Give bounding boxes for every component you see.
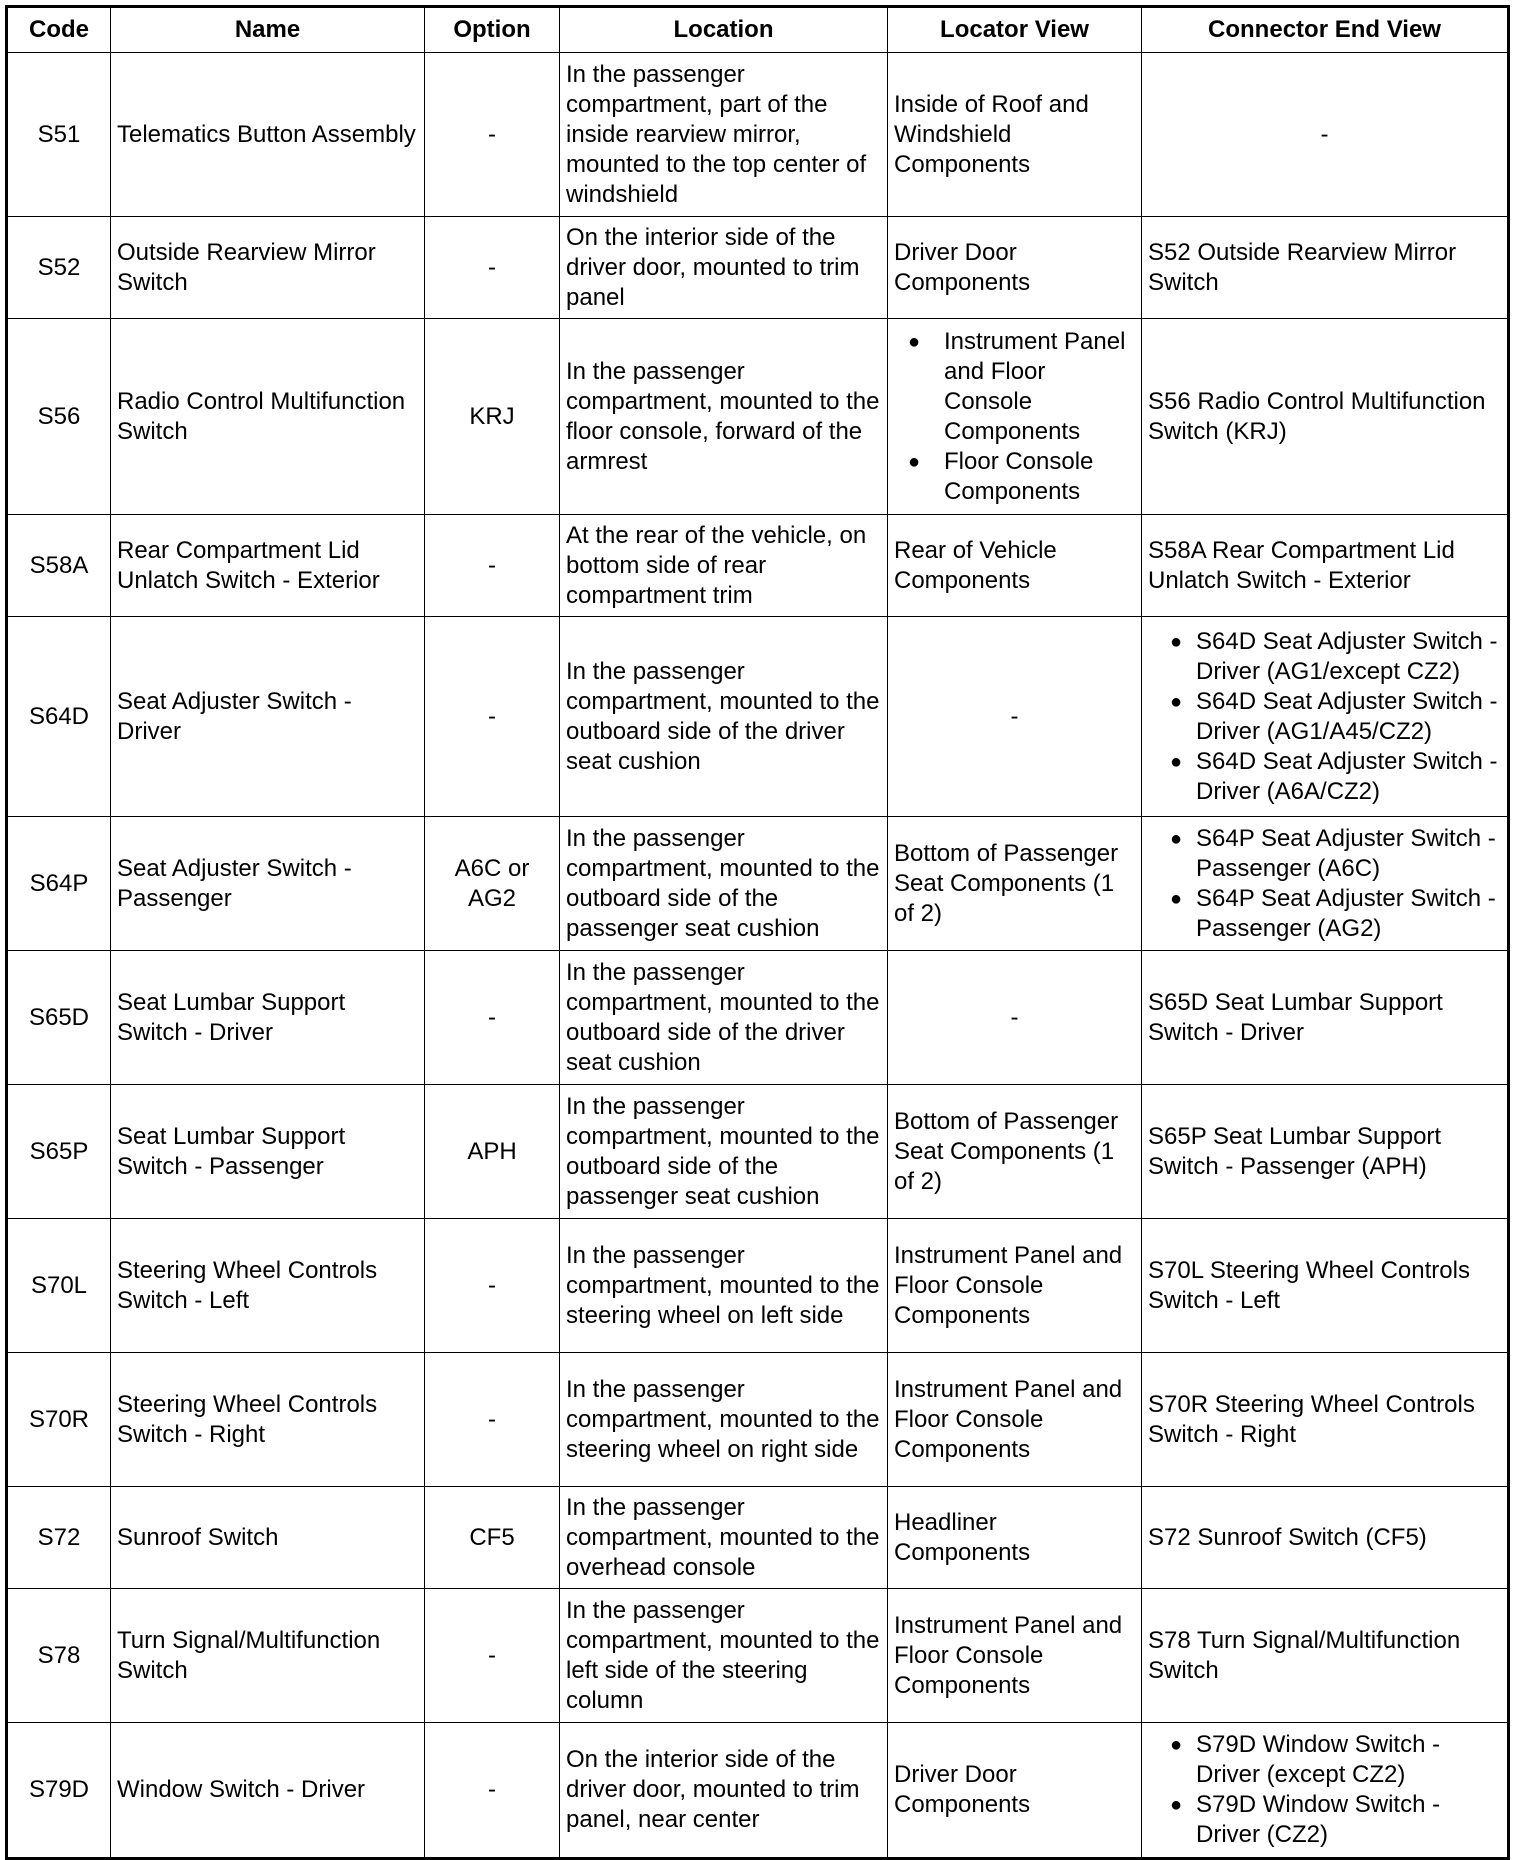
table-row xyxy=(7,1589,1509,1723)
header-location: Location xyxy=(560,7,888,53)
code-cell: S70R xyxy=(7,1353,111,1487)
location-cell: On the interior side of the driver door, mounted to trim panel xyxy=(560,217,888,319)
code-cell: S72 xyxy=(7,1487,111,1589)
code-cell: S58A xyxy=(7,515,111,617)
locator-cell: Headliner Components xyxy=(888,1487,1142,1589)
locator-cell: Driver Door Components xyxy=(888,1723,1142,1859)
header-locator-view: Locator View xyxy=(888,7,1142,53)
name-cell: Steering Wheel Controls Switch - Right xyxy=(111,1353,425,1487)
locator-cell: - xyxy=(888,951,1142,1085)
table-row xyxy=(7,515,1509,617)
option-cell: - xyxy=(425,217,560,319)
code-cell: S65P xyxy=(7,1085,111,1219)
location-cell: In the passenger compartment, mounted to the steering wheel on left side xyxy=(560,1219,888,1353)
code-cell: S56 xyxy=(7,319,111,515)
table-row xyxy=(7,1353,1509,1487)
list-item: ● Instrument Panel and Floor Console Components xyxy=(894,327,1135,447)
list-item: ● S64P Seat Adjuster Switch - Passenger (AG2) xyxy=(1148,884,1501,944)
header-option: Option xyxy=(425,7,560,53)
option-cell: - xyxy=(425,53,560,217)
header-name: Name xyxy=(111,7,425,53)
code-cell: S78 xyxy=(7,1589,111,1723)
option-cell: - xyxy=(425,1219,560,1353)
location-cell: In the passenger compartment, mounted to the overhead console xyxy=(560,1487,888,1589)
table-row xyxy=(7,1723,1509,1859)
code-cell: S70L xyxy=(7,1219,111,1353)
location-cell: In the passenger compartment, mounted to the outboard side of the driver seat cushion xyxy=(560,617,888,817)
option-cell: - xyxy=(425,1353,560,1487)
connector-list xyxy=(1148,627,1501,807)
connector-cell: S78 Turn Signal/Multifunction Switch xyxy=(1142,1589,1509,1723)
name-cell: Seat Adjuster Switch - Driver xyxy=(111,617,425,817)
locator-cell xyxy=(888,319,1142,515)
location-cell: In the passenger compartment, mounted to the steering wheel on right side xyxy=(560,1353,888,1487)
list-item: ● S64D Seat Adjuster Switch - Driver (A6A/CZ2) xyxy=(1148,747,1501,807)
locator-list xyxy=(894,327,1135,507)
header-connector-end-view: Connector End View xyxy=(1142,7,1509,53)
list-item: ● S64P Seat Adjuster Switch - Passenger (A6C) xyxy=(1148,824,1501,884)
table-row xyxy=(7,217,1509,319)
table-row xyxy=(7,1085,1509,1219)
table-row xyxy=(7,1219,1509,1353)
connector-cell: S65P Seat Lumbar Support Switch - Passenger (APH) xyxy=(1142,1085,1509,1219)
connector-list xyxy=(1148,824,1501,944)
code-cell: S52 xyxy=(7,217,111,319)
header-row xyxy=(7,7,1509,53)
table-row xyxy=(7,53,1509,217)
connector-cell: S70R Steering Wheel Controls Switch - Right xyxy=(1142,1353,1509,1487)
list-item: ● S79D Window Switch - Driver (except CZ2) xyxy=(1148,1730,1501,1790)
connector-cell xyxy=(1142,817,1509,951)
locator-cell: Instrument Panel and Floor Console Components xyxy=(888,1353,1142,1487)
name-cell: Seat Lumbar Support Switch - Driver xyxy=(111,951,425,1085)
option-cell: CF5 xyxy=(425,1487,560,1589)
code-cell: S64P xyxy=(7,817,111,951)
locator-cell: Instrument Panel and Floor Console Components xyxy=(888,1589,1142,1723)
option-cell: - xyxy=(425,951,560,1085)
location-cell: In the passenger compartment, mounted to the floor console, forward of the armrest xyxy=(560,319,888,515)
table-row xyxy=(7,951,1509,1085)
option-cell: - xyxy=(425,1723,560,1859)
connector-cell: - xyxy=(1142,53,1509,217)
connector-list xyxy=(1148,1730,1501,1850)
location-cell: On the interior side of the driver door, mounted to trim panel, near center xyxy=(560,1723,888,1859)
connector-cell: S72 Sunroof Switch (CF5) xyxy=(1142,1487,1509,1589)
list-item: ● Floor Console Components xyxy=(894,447,1135,507)
locator-cell: Bottom of Passenger Seat Components (1 of 2) xyxy=(888,1085,1142,1219)
location-cell: In the passenger compartment, mounted to the outboard side of the passenger seat cushion xyxy=(560,817,888,951)
list-item: ● S64D Seat Adjuster Switch - Driver (AG1/except CZ2) xyxy=(1148,627,1501,687)
table-row xyxy=(7,817,1509,951)
locator-cell: Bottom of Passenger Seat Components (1 of 2) xyxy=(888,817,1142,951)
code-cell: S64D xyxy=(7,617,111,817)
locator-cell: - xyxy=(888,617,1142,817)
option-cell: - xyxy=(425,515,560,617)
name-cell: Sunroof Switch xyxy=(111,1487,425,1589)
option-cell: - xyxy=(425,617,560,817)
name-cell: Rear Compartment Lid Unlatch Switch - Exterior xyxy=(111,515,425,617)
header-code: Code xyxy=(7,7,111,53)
component-locator-table xyxy=(5,5,1510,1860)
connector-cell xyxy=(1142,1723,1509,1859)
connector-cell: S52 Outside Rearview Mirror Switch xyxy=(1142,217,1509,319)
option-cell: A6C or AG2 xyxy=(425,817,560,951)
name-cell: Steering Wheel Controls Switch - Left xyxy=(111,1219,425,1353)
locator-cell: Instrument Panel and Floor Console Components xyxy=(888,1219,1142,1353)
location-cell: In the passenger compartment, mounted to the outboard side of the passenger seat cushion xyxy=(560,1085,888,1219)
list-item: ● S79D Window Switch - Driver (CZ2) xyxy=(1148,1790,1501,1850)
location-cell: In the passenger compartment, part of the inside rearview mirror, mounted to the top center of windshield xyxy=(560,53,888,217)
list-item: ● S64D Seat Adjuster Switch - Driver (AG1/A45/CZ2) xyxy=(1148,687,1501,747)
name-cell: Radio Control Multifunction Switch xyxy=(111,319,425,515)
table-row xyxy=(7,1487,1509,1589)
location-cell: In the passenger compartment, mounted to the left side of the steering column xyxy=(560,1589,888,1723)
name-cell: Seat Adjuster Switch - Passenger xyxy=(111,817,425,951)
name-cell: Telematics Button Assembly xyxy=(111,53,425,217)
connector-cell: S65D Seat Lumbar Support Switch - Driver xyxy=(1142,951,1509,1085)
table-row xyxy=(7,617,1509,817)
connector-cell: S58A Rear Compartment Lid Unlatch Switch - Exterior xyxy=(1142,515,1509,617)
locator-cell: Inside of Roof and Windshield Components xyxy=(888,53,1142,217)
locator-cell: Rear of Vehicle Components xyxy=(888,515,1142,617)
option-cell: APH xyxy=(425,1085,560,1219)
name-cell: Turn Signal/Multifunction Switch xyxy=(111,1589,425,1723)
name-cell: Seat Lumbar Support Switch - Passenger xyxy=(111,1085,425,1219)
connector-cell: S56 Radio Control Multifunction Switch (KRJ) xyxy=(1142,319,1509,515)
option-cell: - xyxy=(425,1589,560,1723)
location-cell: At the rear of the vehicle, on bottom side of rear compartment trim xyxy=(560,515,888,617)
location-cell: In the passenger compartment, mounted to the outboard side of the driver seat cushion xyxy=(560,951,888,1085)
connector-cell: S70L Steering Wheel Controls Switch - Left xyxy=(1142,1219,1509,1353)
locator-cell: Driver Door Components xyxy=(888,217,1142,319)
name-cell: Window Switch - Driver xyxy=(111,1723,425,1859)
connector-cell xyxy=(1142,617,1509,817)
table-row xyxy=(7,319,1509,515)
name-cell: Outside Rearview Mirror Switch xyxy=(111,217,425,319)
option-cell: KRJ xyxy=(425,319,560,515)
code-cell: S65D xyxy=(7,951,111,1085)
code-cell: S51 xyxy=(7,53,111,217)
code-cell: S79D xyxy=(7,1723,111,1859)
